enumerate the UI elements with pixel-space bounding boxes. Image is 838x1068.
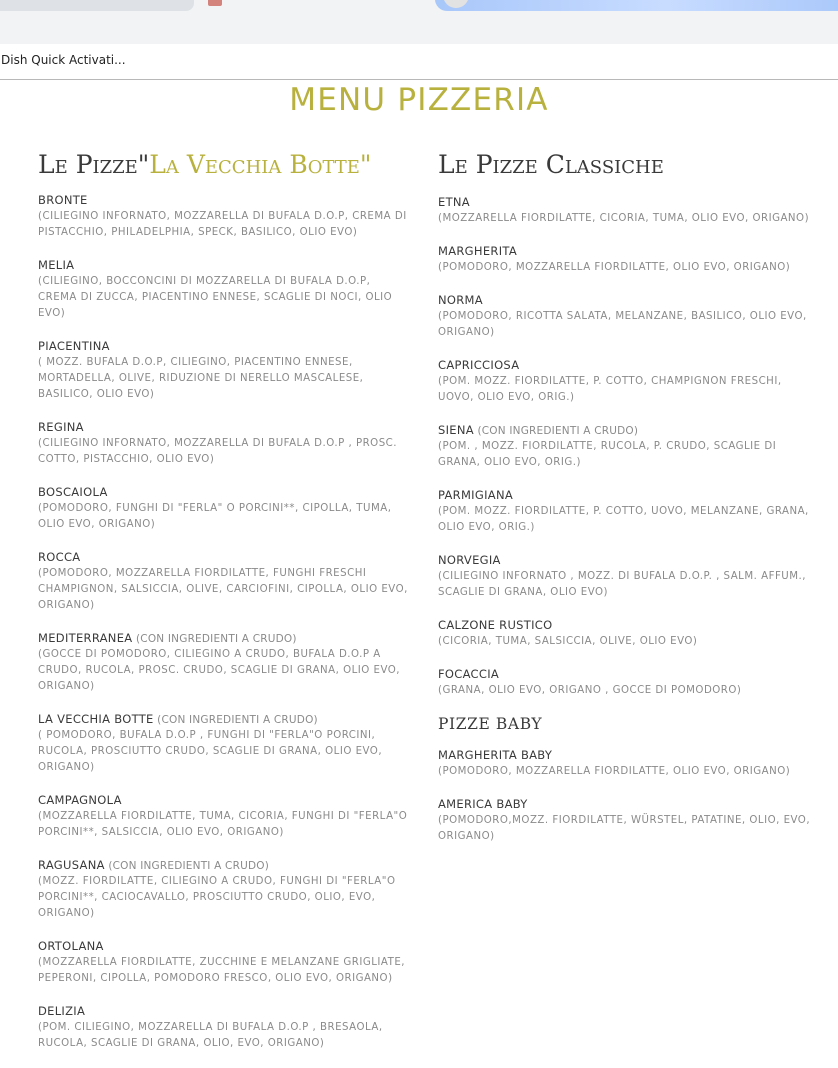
menu-item-ingredients: (POMODORO, MOZZARELLA FIORDILATTE, OLIO EVO, ORIGANO) (438, 766, 791, 777)
menu-item-name-line (438, 292, 818, 309)
menu-item-name: MEDITERRANEA (38, 631, 133, 645)
menu-item (38, 549, 410, 614)
browser-tab-active[interactable] (206, 0, 426, 12)
menu-item-name-line (438, 243, 818, 260)
menu-item (38, 338, 410, 403)
menu-item-ingredients: (MOZZARELLA FIORDILATTE, ZUCCHINE E MELANZANE GRIGLIATE, PEPERONI, CIPOLLA, POMODORO FRESCO, OLIO EVO, ORIGANO) (38, 957, 405, 984)
menu-item (38, 630, 410, 695)
section-title-classiche: Le Pizze Classiche (438, 150, 664, 179)
menu-item (38, 792, 410, 841)
menu-item-note: (CON INGREDIENTI A CRUDO) (132, 633, 297, 645)
menu-item-name-line (38, 192, 410, 209)
menu-item-ingredients: (POM. CILIEGINO, MOZZARELLA DI BUFALA D.O.P , BRESAOLA, RUCOLA, SCAGLIE DI GRANA, OLIO, EVO, ORIGANO) (38, 1022, 383, 1049)
menu-item-name: REGINA (38, 420, 84, 434)
section-title-baby: PIZZE BABY (438, 715, 543, 733)
menu-item-name-line (438, 487, 818, 504)
menu-item-ingredients: (POMODORO,MOZZ. FIORDILATTE, WÜRSTEL, PATATINE, OLIO, EVO, ORIGANO) (438, 815, 811, 842)
menu-item (438, 292, 818, 341)
menu-item-name: ETNA (438, 195, 470, 209)
menu-item-ingredients: (MOZZARELLA FIORDILATTE, CICORIA, TUMA, OLIO EVO, ORIGANO) (438, 213, 810, 224)
menu-item-name-line (38, 792, 410, 809)
menu-item-ingredients: (POMODORO, MOZZARELLA FIORDILATTE, FUNGHI FRESCHI CHAMPIGNON, SALSICCIA, OLIVE, CARCIOFINI, CIPOLLA, OLIO EVO, ORIGANO) (38, 568, 408, 611)
menu-item-name-line (438, 796, 818, 813)
menu-item-name: MARGHERITA BABY (438, 748, 553, 762)
menu-item (38, 257, 410, 322)
menu-item (438, 487, 818, 536)
menu-item (438, 747, 818, 780)
menu-item-name: MARGHERITA (438, 244, 517, 258)
menu-item-name-line (38, 711, 410, 728)
menu-item-name-line (38, 857, 410, 874)
menu-item-ingredients: (POMODORO, RICOTTA SALATA, MELANZANE, BASILICO, OLIO EVO, ORIGANO) (438, 311, 807, 338)
menu-item-ingredients: (POM. MOZZ. FIORDILATTE, P. COTTO, UOVO, MELANZANE, GRANA, OLIO EVO, ORIG.) (438, 506, 809, 533)
browser-tab[interactable] (0, 0, 194, 11)
menu-item-ingredients: (CICORIA, TUMA, SALSICCIA, OLIVE, OLIO EVO) (438, 636, 698, 647)
menu-item-name-line (38, 1003, 410, 1020)
menu-item-note: (CON INGREDIENTI A CRUDO) (473, 425, 639, 437)
menu-item-ingredients: (POMODORO, FUNGHI DI "FERLA" O PORCINI**, CIPOLLA, TUMA, OLIO EVO, ORIGANO) (38, 503, 392, 530)
menu-item-name: CALZONE RUSTICO (438, 618, 553, 632)
menu-item-name: NORVEGIA (438, 553, 501, 567)
menu-item-ingredients: ( POMODORO, BUFALA D.O.P , FUNGHI DI "FERLA"O PORCINI, RUCOLA, PROSCIUTTO CRUDO, SCAGLIE DI GRANA, OLIO EVO, ORIGANO) (38, 730, 383, 773)
menu-item-ingredients: ( MOZZ. BUFALA D.O.P, CILIEGINO, PIACENTINO ENNESE, MORTADELLA, OLIVE, RIDUZIONE DI NERELLO MASCALESE, BASILICO, OLIO EVO) (38, 357, 364, 400)
menu-item-name: PARMIGIANA (438, 488, 514, 502)
section-title-accent: La Vecchia Botte" (149, 150, 372, 179)
menu-item-name-line (438, 747, 818, 764)
menu-item (38, 711, 410, 776)
menu-item-name-line (438, 552, 818, 569)
menu-item-ingredients: (GOCCE DI POMODORO, CILIEGINO A CRUDO, BUFALA D.O.P A CRUDO, RUCOLA, PROSC. CRUDO, SCAGLIE DI GRANA, OLIO EVO, ORIGANO) (38, 649, 401, 692)
menu-item (438, 194, 818, 227)
menu-item (438, 617, 818, 650)
menu-item (38, 484, 410, 533)
menu-item-ingredients: (POM. MOZZ. FIORDILATTE, P. COTTO, CHAMPIGNON FRESCHI, UOVO, OLIO EVO, ORIG.) (438, 376, 782, 403)
left-menu-column (38, 150, 410, 1068)
menu-item-ingredients: (CILIEGINO INFORNATO, MOZZARELLA DI BUFALA D.O.P , PROSC. COTTO, PISTACCHIO, OLIO EVO) (38, 438, 398, 465)
menu-item-name-line (38, 938, 410, 955)
menu-item-name: BRONTE (38, 193, 88, 207)
menu-item (438, 796, 818, 845)
menu-item-name-line (438, 194, 818, 211)
menu-item-name-line (38, 484, 410, 501)
menu-item-name: CAPRICCIOSA (438, 358, 520, 372)
pizza-list-left (38, 192, 410, 1052)
menu-item-name: DELIZIA (38, 1004, 86, 1018)
menu-item-ingredients: (CILIEGINO INFORNATO, MOZZARELLA DI BUFALA D.O.P, CREMA DI PISTACCHIO, PHILADELPHIA, SPECK, BASILICO, OLIO EVO) (38, 211, 407, 238)
menu-item-note: (CON INGREDIENTI A CRUDO) (153, 714, 318, 726)
menu-item (38, 1003, 410, 1052)
menu-item-name: BOSCAIOLA (38, 485, 108, 499)
pizza-list-right (438, 194, 818, 699)
menu-item-name: NORMA (438, 293, 483, 307)
page-title: MENU PIZZERIA (289, 82, 549, 118)
bookmarks-bar (0, 44, 838, 80)
menu-item (438, 422, 818, 471)
menu-item-note: (CON INGREDIENTI A CRUDO) (104, 860, 270, 872)
menu-item-ingredients: (CILIEGINO, BOCCONCINI DI MOZZARELLA DI BUFALA D.O.P, CREMA DI ZUCCA, PIACENTINO ENNESE, SCAGLIE DI NOCI, OLIO EVO) (38, 276, 393, 319)
menu-item (438, 666, 818, 699)
menu-item-name-line (438, 666, 818, 683)
site-favicon-icon (208, 0, 222, 6)
bookmark-dish-quick-activation[interactable]: Dish Quick Activati... (1, 53, 126, 67)
menu-item-ingredients: (POMODORO, MOZZARELLA FIORDILATTE, OLIO EVO, ORIGANO) (438, 262, 791, 273)
menu-item-ingredients: (POM. , MOZZ. FIORDILATTE, RUCOLA, P. CRUDO, SCAGLIE DI GRANA, OLIO EVO, ORIG.) (438, 441, 777, 468)
menu-item (38, 192, 410, 241)
menu-item-name-line (38, 257, 410, 274)
menu-item (438, 243, 818, 276)
menu-item-ingredients: (MOZZ. FIORDILATTE, CILIEGINO A CRUDO, FUNGHI DI "FERLA"O PORCINI**, CACIOCAVALLO, PROSCIUTTO CRUDO, OLIO, EVO, ORIGANO) (38, 876, 396, 919)
section-title-prefix: Le Pizze" (38, 150, 150, 179)
menu-item-name-line (38, 549, 410, 566)
site-info-icon[interactable] (443, 0, 469, 8)
menu-item-ingredients: (MOZZARELLA FIORDILATTE, TUMA, CICORIA, FUNGHI DI "FERLA"O PORCINI**, SALSICCIA, OLIO EVO, ORIGANO) (38, 811, 408, 838)
address-bar[interactable] (435, 0, 838, 11)
menu-item-name: LA VECCHIA BOTTE (38, 712, 154, 726)
menu-item-name-line (38, 419, 410, 436)
menu-item-name: MELIA (38, 258, 75, 272)
menu-item (38, 857, 410, 922)
menu-item (438, 552, 818, 601)
menu-item-name: ORTOLANA (38, 939, 104, 953)
pizza-list-baby (438, 747, 818, 845)
menu-item-name-line (438, 422, 818, 439)
menu-item-name-line (38, 338, 410, 355)
menu-item (38, 419, 410, 468)
menu-item-name: FOCACCIA (438, 667, 500, 681)
menu-item (38, 938, 410, 987)
menu-item-name: CAMPAGNOLA (38, 793, 122, 807)
menu-item-name-line (38, 630, 410, 647)
menu-item-name-line (438, 617, 818, 634)
menu-item-name: SIENA (438, 423, 474, 437)
menu-item-name: RAGUSANA (38, 858, 105, 872)
menu-item-name: ROCCA (38, 550, 81, 564)
menu-item-name: PIACENTINA (38, 339, 110, 353)
menu-item-ingredients: (CILIEGINO INFORNATO , MOZZ. DI BUFALA D.O.P. , SALM. AFFUM., SCAGLIE DI GRANA, OLIO EVO) (438, 571, 807, 598)
section-title-la-vecchia-botte (38, 150, 410, 180)
right-menu-column (438, 150, 818, 861)
menu-item-name-line (438, 357, 818, 374)
menu-item (438, 357, 818, 406)
menu-item-ingredients: (GRANA, OLIO EVO, ORIGANO , GOCCE DI POMODORO) (438, 685, 742, 696)
menu-item-name: AMERICA BABY (438, 797, 528, 811)
browser-tab-strip (0, 0, 838, 44)
